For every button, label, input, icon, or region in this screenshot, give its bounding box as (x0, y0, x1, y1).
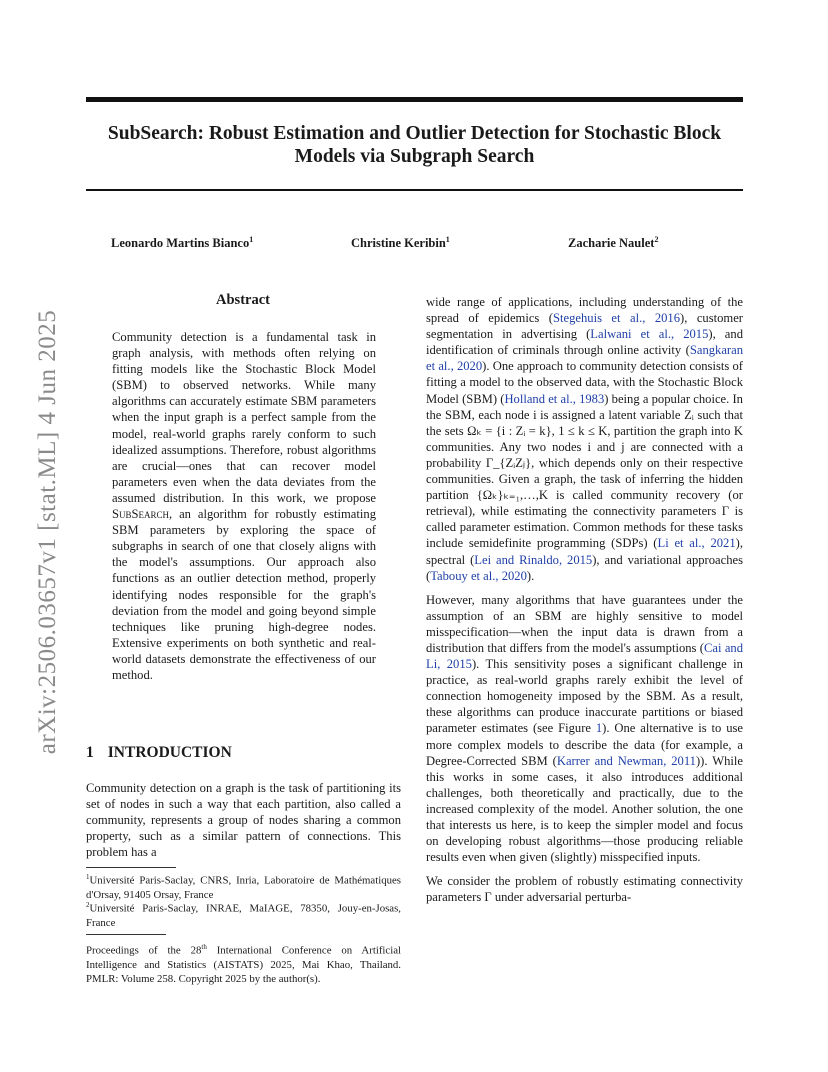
footnote-2 (86, 898, 401, 930)
abstract-text: Community detection is a fundamental task in graph analysis, with methods often relying on fitting models like the Stochastic Block Model (SBM) to observed networks. While many algorithms can accurately estimate SBM parameters when the input graph is a perfect sample from the model, real-world graphs rarely conform to such idealized assumptions. Therefore, robust algorithms are crucial—ones that can recover model parameters even when the data deviates from the assumed distribution. In this work, we propose (112, 330, 376, 505)
citation-link[interactable]: Lei and Rinaldo, 2015 (474, 552, 593, 567)
paragraph (426, 294, 743, 584)
method-name: SubSearch (112, 507, 170, 522)
citation-link[interactable]: Holland et al., 1983 (504, 391, 605, 406)
text: ). One approach to community detection consists of fitting a model to the observed data, with the Stochastic Block Model (SBM) ( (426, 359, 743, 406)
proceedings-text: International Conference on Artificial Intelligence and Statistics (AISTATS) 2025, Mai Khao, Thailand. PMLR: Volume 258. Copyright 2025 by the author(s). (86, 944, 401, 985)
paragraph (426, 592, 743, 866)
top-rule (86, 97, 743, 102)
citation-link[interactable]: Li et al., 2021 (657, 536, 736, 551)
intro-text: Community detection on a graph is the task of partitioning its set of nodes in such a way that each partition, also called a community, represents a group of nodes sharing a common property, such as a similar pattern of connections. This problem has a (86, 781, 401, 860)
citation-link[interactable]: Sangkaran et al., 2020 (426, 343, 743, 374)
citation-link[interactable]: Cai and Li, 2015 (426, 640, 743, 672)
footnote-mark: 2 (86, 901, 90, 909)
author-3 (568, 235, 658, 251)
footnote-rule (86, 867, 176, 868)
footnote-mark: 1 (86, 873, 90, 881)
author-1 (111, 235, 253, 251)
text: )). While this works in some cases, it also introduces additional challenges, both theoretically and practically, due to the increased complexity of the model. Another solution, the one that interests us here, is to keep the simpler model and focus on developing robust algorithms—those producing reliable results even when given (slightly) misspecified inputs. (426, 753, 743, 865)
text: wide range of applications, including understanding of the spread of epidemics ( (426, 295, 743, 326)
right-column (426, 294, 743, 913)
section-number: 1 (86, 744, 94, 761)
citation-link[interactable]: Tabouy et al., 2020 (430, 568, 527, 583)
author-affil: 2 (654, 235, 659, 244)
text: ). This sensitivity poses a significant challenge in practice, as real-world graphs rarely exhibit the level of connection homogeneity imposed by the SBM. As a result, these algorithms can produce inaccurate partitions or biased parameter estimates (see Figure (426, 657, 743, 736)
text: ), and variational approaches ( (426, 552, 743, 583)
abstract-heading: Abstract (216, 292, 270, 308)
citation-link[interactable]: Stegehuis et al., 2016 (553, 311, 681, 326)
footnote-text: Université Paris-Saclay, CNRS, Inria, Laboratoire de Mathématiques d'Orsay, 91405 Orsay, France (86, 874, 401, 901)
text: ) being a popular choice. In the SBM, each node i is assigned a latent variable Zᵢ such that the sets Ωₖ = {i : Zᵢ = k}, 1 ≤ k ≤ K, partition the graph into K communities. Any two nodes i and j are connected with a probability Γ_{ZᵢZⱼ}, which depends only on their respective communities. Given a graph, the task of inferring the hidden partition {Ωₖ}ₖ₌₁,…,K is called community recovery (or retrieval), while estimating the connectivity parameters Γ is called parameter estimation. Common methods for these tasks include semidefinite programming (SDPs) ( (426, 391, 743, 551)
arxiv-stamp: arXiv:2506.03657v1 [stat.ML] 4 Jun 2025 (34, 309, 61, 755)
proceedings-sup: th (201, 943, 207, 951)
section-title: INTRODUCTION (107, 744, 232, 761)
author-affil: 1 (249, 235, 254, 244)
proceedings-note (86, 940, 401, 986)
text: ), and identification of criminals through online activity ( (426, 327, 743, 358)
text: ). (526, 568, 535, 583)
footnote-text: Université Paris-Saclay, INRAE, MaIAGE, 78350, Jouy-en-Josas, France (86, 902, 401, 929)
paper-title: SubSearch: Robust Estimation and Outlier Detection for Stochastic Block Models via Subgraph Search (107, 123, 722, 167)
text: ), spectral ( (426, 536, 743, 567)
author-2 (351, 235, 450, 251)
author-affil: 1 (445, 235, 450, 244)
citation-link[interactable]: Lalwani et al., 2015 (590, 327, 709, 342)
abstract-text: , an algorithm for robustly estimating SBM parameters by exploring the space of subgraphs in search of one that closely aligns with the model's assumptions. Our approach also functions as an outlier detection method, properly identifying nodes responsible for the graph's deviation from the model and going beyond simple techniques like pruning high-degree nodes. Extensive experiments on both synthetic and real-world datasets demonstrate the effectiveness of our method. (112, 507, 376, 682)
author-name: Leonardo Martins Bianco (111, 236, 250, 251)
footnote-rule (86, 934, 166, 935)
paragraph: We consider the problem of robustly estimating connectivity parameters Γ under adversarial perturba- (426, 874, 743, 905)
author-name: Christine Keribin (351, 236, 446, 251)
citation-link[interactable]: Karrer and Newman, 2011 (556, 753, 696, 768)
section-heading (86, 744, 232, 762)
text: ). One alternative is to use more complex models to describe the data (for example, a Degree-Corrected SBM ( (426, 721, 744, 768)
text: However, many algorithms that have guarantees under the assumption of an SBM are highly sensitive to model misspecification—when the input data is drawn from a distribution that differs from the model's assumptions ( (426, 592, 743, 655)
abstract-body (112, 329, 376, 683)
footnote-1 (86, 870, 401, 902)
proceedings-text: Proceedings of the 28 (86, 944, 202, 957)
author-name: Zacharie Naulet (568, 236, 655, 251)
title-rule (86, 189, 743, 191)
text: ), customer segmentation in advertising ( (426, 311, 743, 342)
figure-link[interactable]: 1 (595, 721, 603, 736)
